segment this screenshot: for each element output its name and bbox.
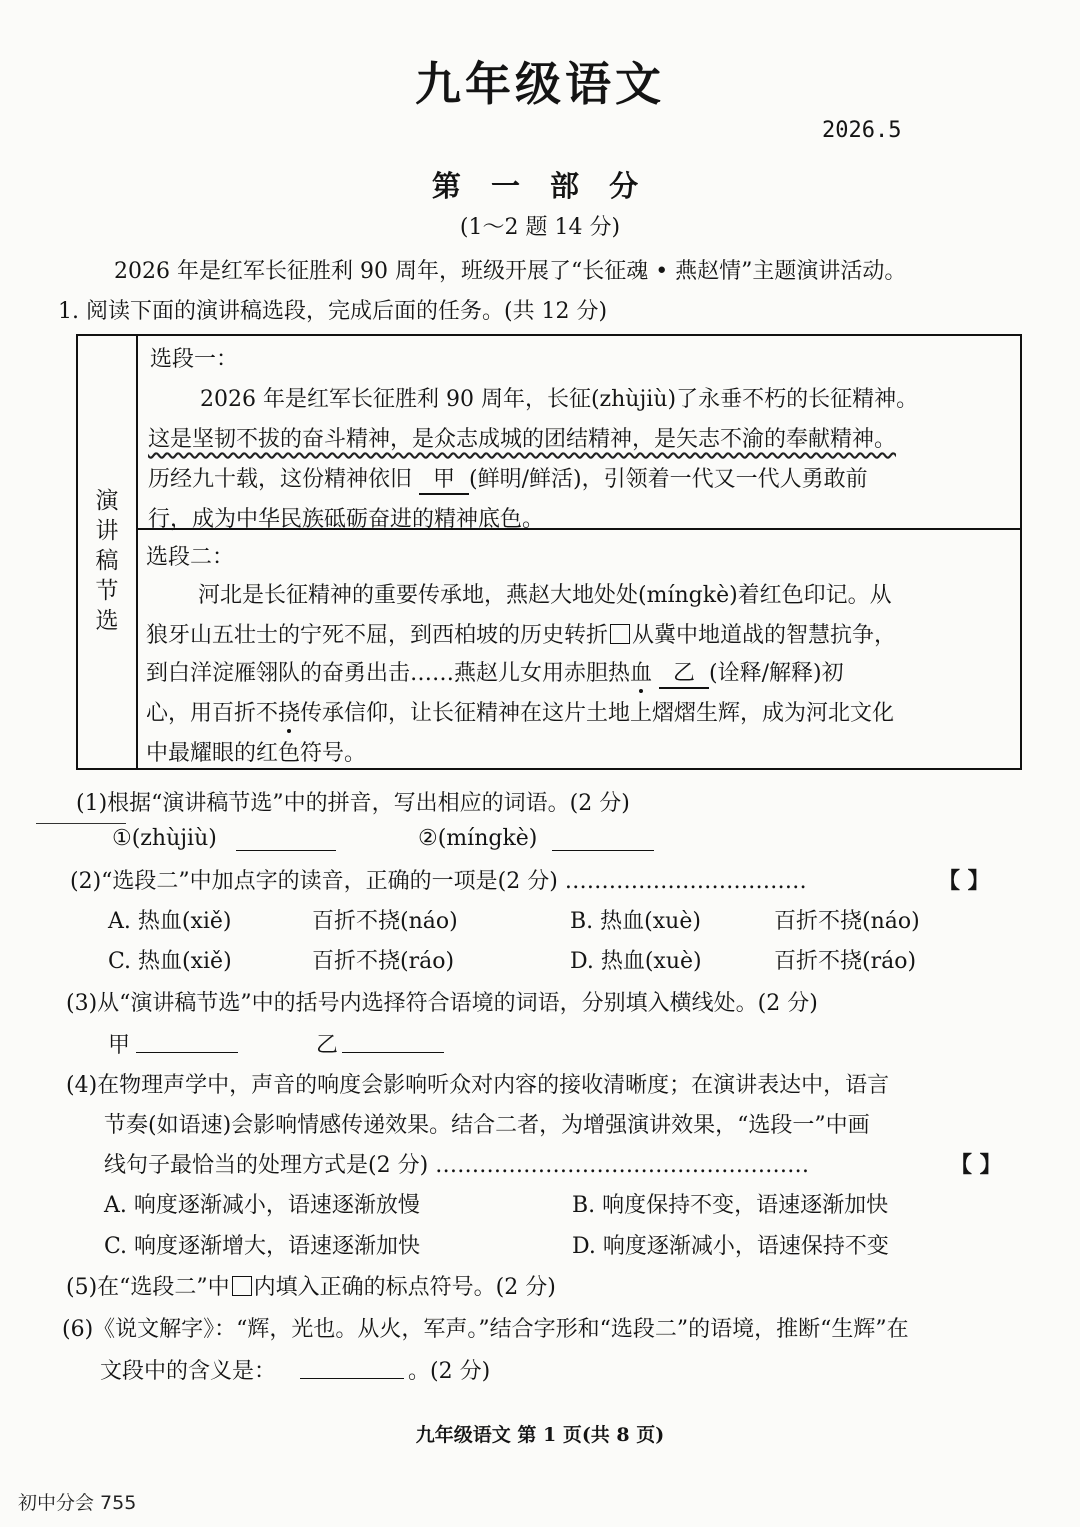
dotted-char-xue: 血	[630, 661, 653, 686]
q1-4-option-a: A. 响度逐渐减小，语速逐渐放慢	[104, 1193, 420, 1218]
corner-label: 初中分会 755	[18, 1492, 137, 1514]
q1-2-option-c-2: 百折不挠(ráo)	[312, 949, 455, 974]
segment-1-heading: 选段一：	[150, 347, 239, 372]
punctuation-box-ref	[232, 1276, 252, 1296]
answer-blank-yi[interactable]	[342, 1052, 444, 1053]
part-heading: 第 一 部 分	[431, 169, 649, 203]
q1-5-stem: (5)在“选段二”中 内填入正确的标点符号。(2 分)	[66, 1275, 556, 1300]
question-1-stem: 1. 阅读下面的演讲稿选段，完成后面的任务。(共 12 分)	[58, 299, 608, 324]
q1-4-answer-bracket[interactable]: 【 】	[950, 1152, 1002, 1178]
dotted-char-nao: 挠	[278, 701, 301, 726]
passage-side-label: 演讲稿节选	[95, 488, 119, 634]
q1-4-option-b: B. 响度保持不变，语速逐渐加快	[572, 1193, 889, 1218]
q1-2-answer-bracket[interactable]: 【 】	[938, 868, 990, 894]
q1-1-item-b: ②(míngkè)	[418, 826, 538, 851]
intro-text: 2026 年是红军长征胜利 90 周年，班级开展了“长征魂 • 燕赵情”主题演讲活动。	[114, 259, 907, 284]
q1-3-label-yi: 乙	[316, 1033, 339, 1058]
segment-1-line-1: 2026 年是红军长征胜利 90 周年，长征(zhùjiù)了永垂不朽的长征精神。	[200, 387, 919, 412]
q1-2-option-a-2: 百折不挠(náo)	[312, 909, 458, 934]
q1-2-option-b-1: B. 热血(xuè)	[570, 909, 701, 934]
segment-2-line-3: 到白洋淀雁翎队的奋勇出击……燕赵儿女用赤胆热血 乙 (诠释/解释)初	[146, 656, 844, 689]
q1-2-option-c-1: C. 热血(xiě)	[108, 949, 232, 974]
segment-2-line-1: 河北是长征精神的重要传承地，燕赵大地处处(míngkè)着红色印记。从	[198, 583, 892, 608]
segment-1-line-2	[148, 422, 896, 453]
q1-4-line-3: 线句子最恰当的处理方式是(2 分) ……………………………………………	[104, 1153, 810, 1178]
q1-2-option-d-1: D. 热血(xuè)	[570, 949, 702, 974]
segment-1-line-3: 历经九十载，这份精神依旧 甲 (鲜明/鲜活)，引领着一代又一代人勇敢前	[148, 462, 868, 495]
part-subheading: (1～2 题 14 分)	[459, 215, 621, 240]
exam-date: 2026.5	[822, 118, 902, 143]
q1-4-line-1: (4)在物理声学中，声音的响度会影响听众对内容的接收清晰度；在演讲表达中，语言	[66, 1073, 890, 1098]
q1-3-stem: (3)从“演讲稿节选”中的括号内选择符合语境的词语，分别填入横线处。(2 分)	[66, 991, 818, 1016]
segment-2-line-4: 心，用百折不挠传承信仰，让长征精神在这片土地上熠熠生辉，成为河北文化	[146, 701, 895, 726]
q1-4-line-2: 节奏(如语速)会影响情感传递效果。结合二者，为增强演讲效果，“选段一”中画	[104, 1113, 870, 1138]
answer-blank-shenghui[interactable]	[300, 1378, 404, 1379]
blank-jia: 甲	[419, 462, 469, 495]
answer-blank-mingke[interactable]	[552, 850, 654, 851]
q1-4-option-d: D. 响度逐渐减小，语速保持不变	[572, 1234, 889, 1259]
segment-2-heading: 选段二：	[146, 545, 235, 570]
margin-mark	[36, 823, 126, 824]
q1-6-line-2b: 。(2 分)	[408, 1359, 491, 1384]
segment-2-line-5: 中最耀眼的红色符号。	[146, 741, 367, 766]
box-divider-vertical	[136, 336, 138, 768]
q1-2-stem: (2)“选段二”中加点字的读音，正确的一项是(2 分) ……………………………	[70, 869, 807, 894]
segment-2-line-2: 狼牙山五壮士的宁死不屈，到西柏坡的历史转折 从冀中地道战的智慧抗争，	[146, 623, 897, 648]
answer-blank-zhuju[interactable]	[236, 850, 336, 851]
segment-1-line-4: 行，成为中华民族砥砺奋进的精神底色。	[148, 507, 545, 532]
q1-1-stem: (1)根据“演讲稿节选”中的拼音，写出相应的词语。(2 分)	[76, 791, 630, 816]
punctuation-box	[610, 624, 630, 644]
q1-2-option-d-2: 百折不挠(ráo)	[774, 949, 917, 974]
underlined-sentence: 这是坚韧不拔的奋斗精神，是众志成城的团结精神，是矢志不渝的奉献精神。	[148, 427, 897, 452]
q1-4-option-c: C. 响度逐渐增大，语速逐渐加快	[104, 1234, 421, 1259]
q1-6-line-2a: 文段中的含义是：	[100, 1359, 277, 1384]
q1-6-line-1: (6)《说文解字》：“辉，光也。从火，军声。”结合字形和“选段二”的语境，推断“生辉”在	[62, 1317, 909, 1342]
q1-2-option-a-1: A. 热血(xiě)	[108, 909, 232, 934]
blank-yi: 乙	[659, 656, 709, 689]
page-title: 九年级语文	[415, 57, 665, 111]
q1-2-option-b-2: 百折不挠(náo)	[774, 909, 920, 934]
answer-blank-jia[interactable]	[136, 1052, 238, 1053]
q1-1-item-a: ①(zhùjiù)	[112, 826, 217, 851]
q1-3-label-jia: 甲	[108, 1033, 131, 1058]
page-footer: 九年级语文 第 1 页(共 8 页)	[415, 1424, 665, 1446]
